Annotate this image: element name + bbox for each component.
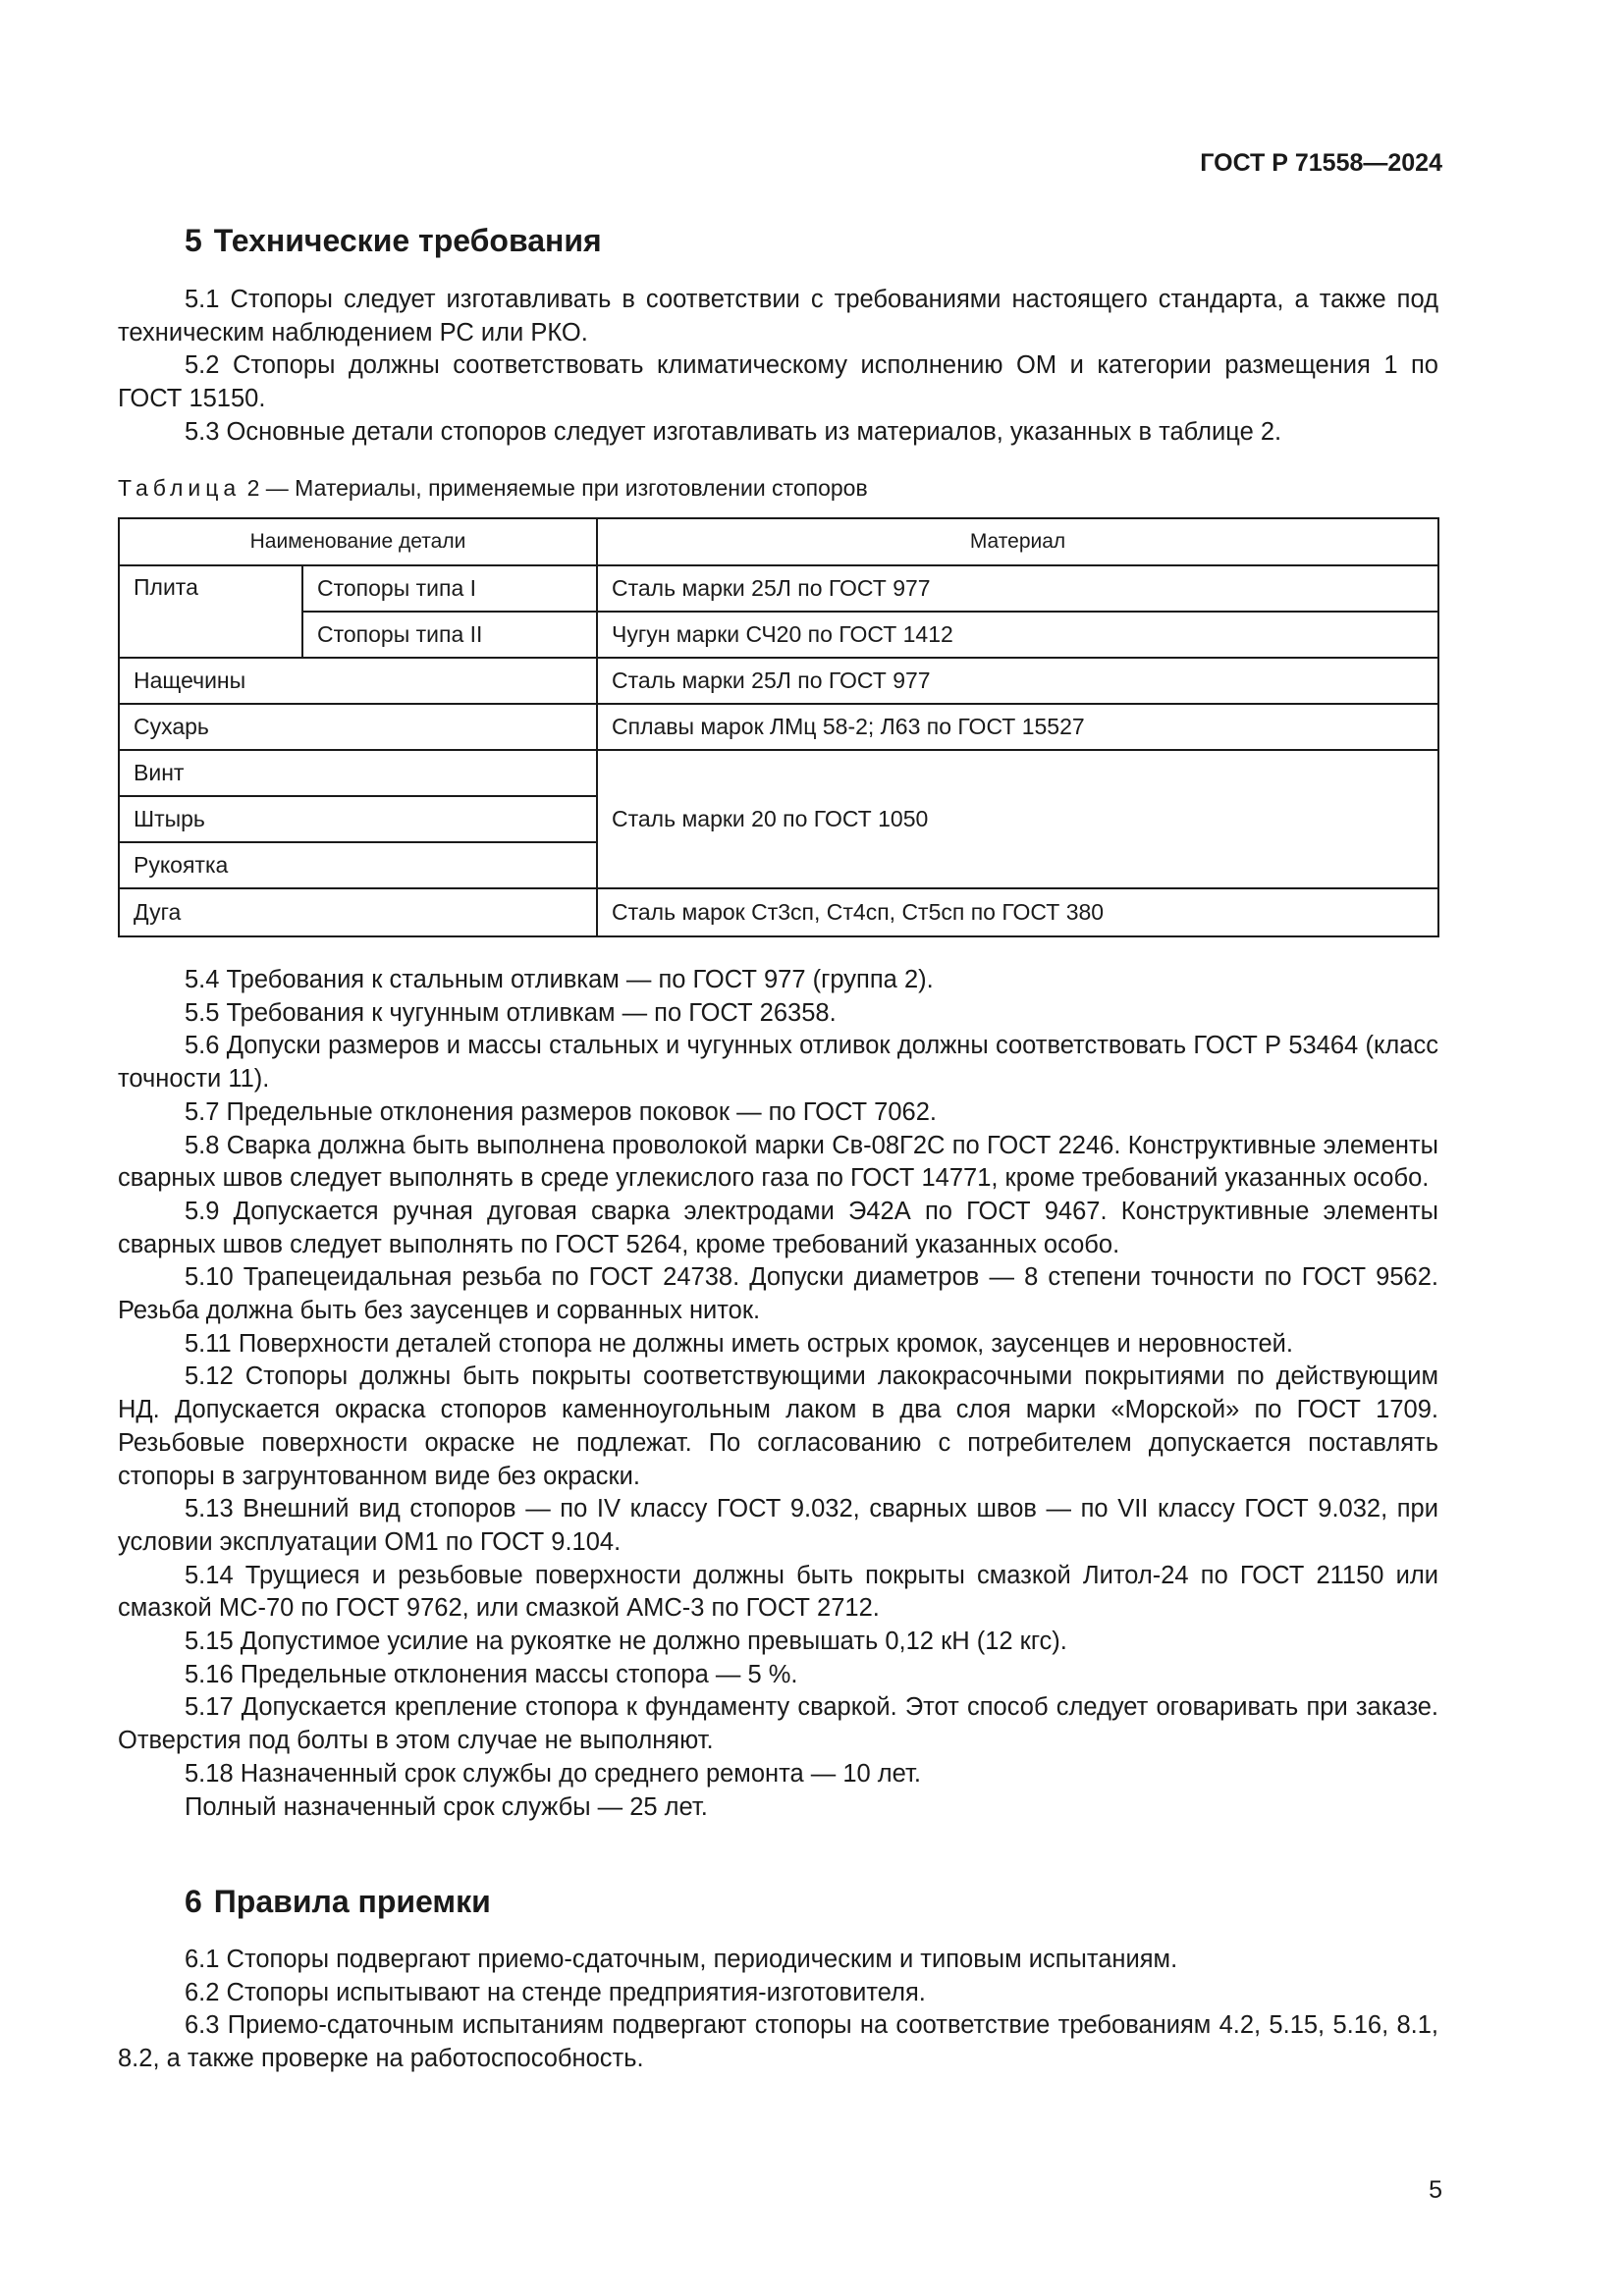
paragraph-5-10: 5.10 Трапецеидальная резьба по ГОСТ 24738. Допуски диаметров — 8 степени точности по ГОСТ 9562. Резьба должна быть без заусенцев и сорванных ниток. <box>118 1263 1438 1325</box>
table-caption-text: 2 — Материалы, применяемые при изготовлении стопоров <box>246 475 868 501</box>
table-header-row <box>119 518 1438 565</box>
paragraph-6-2: 6.2 Стопоры испытывают на стенде предприятия-изготовителя. <box>185 1978 926 2006</box>
cell-mat-arc: Сталь марок Ст3сп, Ст4сп, Ст5сп по ГОСТ 380 <box>597 888 1438 936</box>
cell-mat-cracker: Сплавы марок ЛМц 58-2; Л63 по ГОСТ 15527 <box>597 704 1438 750</box>
cell-type2: Стопоры типа II <box>302 612 597 658</box>
cell-mat-type1: Сталь марки 25Л по ГОСТ 977 <box>597 565 1438 612</box>
table-caption <box>118 475 868 502</box>
page-number: 5 <box>1429 2176 1442 2204</box>
paragraph-5-13: 5.13 Внешний вид стопоров — по IV классу ГОСТ 9.032, сварных швов — по VII классу ГОСТ 9.032, при условии эксплуатации ОМ1 по ГОСТ 9.104. <box>118 1495 1438 1556</box>
paragraph-5-4: 5.4 Требования к стальным отливкам — по ГОСТ 977 (группа 2). <box>185 966 934 993</box>
cell-plate: Плита <box>119 565 302 658</box>
paragraph-5-15: 5.15 Допустимое усилие на рукоятке не должно превышать 0,12 кН (12 кгс). <box>185 1628 1067 1656</box>
cell-mat-cheeks: Сталь марки 25Л по ГОСТ 977 <box>597 658 1438 704</box>
section-5-title: Технические требования <box>213 223 602 258</box>
table-row <box>119 565 1438 612</box>
cell-cracker: Сухарь <box>119 704 597 750</box>
paragraph-5-5: 5.5 Требования к чугунным отливкам — по ГОСТ 26358. <box>185 998 837 1027</box>
paragraph-5-9: 5.9 Допускается ручная дуговая сварка электродами Э42А по ГОСТ 9467. Конструктивные элементы сварных швов следует выполнять по ГОСТ 5264, кроме требований указанных особо. <box>118 1197 1438 1258</box>
cell-pin: Штырь <box>119 796 597 842</box>
paragraph-5-2: 5.2 Стопоры должны соответствовать климатическому исполнению ОМ и категории размещения 1 по ГОСТ 15150. <box>118 351 1438 413</box>
paragraph-6-3: 6.3 Приемо-сдаточным испытаниям подвергают стопоры на соответствие требованиям 4.2, 5.15, 5.16, 8.1, 8.2, а также проверке на работоспособность. <box>118 2011 1438 2073</box>
paragraph-5-11: 5.11 Поверхности деталей стопора не должны иметь острых кромок, заусенцев и неровностей. <box>185 1329 1293 1358</box>
section-6-number: 6 <box>185 1884 202 1919</box>
cell-screw: Винт <box>119 750 597 796</box>
paragraph-5-18: 5.18 Назначенный срок службы до среднего ремонта — 10 лет. <box>185 1759 921 1788</box>
paragraph-5-14: 5.14 Трущиеся и резьбовые поверхности должны быть покрыты смазкой Литол-24 по ГОСТ 21150 или смазкой МС-70 по ГОСТ 9762, или смазкой АМС-3 по ГОСТ 2712. <box>118 1561 1438 1623</box>
cell-mat-group: Сталь марки 20 по ГОСТ 1050 <box>597 750 1438 888</box>
table-caption-prefix: Таблица <box>118 475 242 501</box>
paragraph-5-7: 5.7 Предельные отклонения размеров поковок — по ГОСТ 7062. <box>185 1097 937 1126</box>
header-material: Материал <box>597 518 1438 565</box>
section-6-heading <box>185 1884 491 1920</box>
materials-table <box>118 517 1439 937</box>
table-row <box>119 888 1438 936</box>
cell-type1: Стопоры типа I <box>302 565 597 612</box>
paragraph-5-18-full-life: Полный назначенный срок службы — 25 лет. <box>185 1792 708 1821</box>
header-part: Наименование детали <box>119 518 597 565</box>
cell-mat-type2: Чугун марки СЧ20 по ГОСТ 1412 <box>597 612 1438 658</box>
section-5-number: 5 <box>185 223 202 258</box>
paragraph-5-6: 5.6 Допуски размеров и массы стальных и чугунных отливок должны соответствовать ГОСТ Р 53464 (класс точности 11). <box>118 1032 1438 1094</box>
paragraph-5-16: 5.16 Предельные отклонения массы стопора — 5 %. <box>185 1660 798 1688</box>
section-6-title: Правила приемки <box>213 1884 491 1919</box>
cell-arc: Дуга <box>119 888 597 936</box>
paragraph-5-12: 5.12 Стопоры должны быть покрыты соответствующими лакокрасочными покрытиями по действующим НД. Допускается окраска стопоров каменноугольным лаком в два слоя марки «Морской» по ГОСТ 1709. Резьбовые поверхности окраске не подлежат. По согласованию с потребителем допускается поставлять стопоры в загрунтованном виде без окраски. <box>118 1362 1438 1490</box>
section-5-requirements <box>118 964 1438 1824</box>
table-row <box>119 612 1438 658</box>
section-6-body <box>118 1944 1438 2076</box>
paragraph-5-17: 5.17 Допускается крепление стопора к фундаменту сваркой. Этот способ следует оговаривать при заказе. Отверстия под болты в этом случае не выполняют. <box>118 1693 1438 1755</box>
table-row <box>119 704 1438 750</box>
paragraph-5-3: 5.3 Основные детали стопоров следует изготавливать из материалов, указанных в таблице 2. <box>185 417 1282 446</box>
section-5-heading <box>185 223 602 259</box>
cell-cheeks: Нащечины <box>119 658 597 704</box>
paragraph-6-1: 6.1 Стопоры подвергают приемо-сдаточным, периодическим и типовым испытаниям. <box>185 1946 1178 1973</box>
section-5-intro <box>118 284 1438 450</box>
paragraph-5-1: 5.1 Стопоры следует изготавливать в соответствии с требованиями настоящего стандарта, а также под техническим наблюдением РС или РКО. <box>118 286 1438 347</box>
table-row <box>119 658 1438 704</box>
cell-handle: Рукоятка <box>119 842 597 888</box>
paragraph-5-8: 5.8 Сварка должна быть выполнена проволокой марки Св-08Г2С по ГОСТ 2246. Конструктивные элементы сварных швов следует выполнять в среде углекислого газа по ГОСТ 14771, кроме требований указанных особо. <box>118 1131 1438 1193</box>
table-row <box>119 750 1438 796</box>
document-code: ГОСТ Р 71558—2024 <box>1200 149 1442 177</box>
